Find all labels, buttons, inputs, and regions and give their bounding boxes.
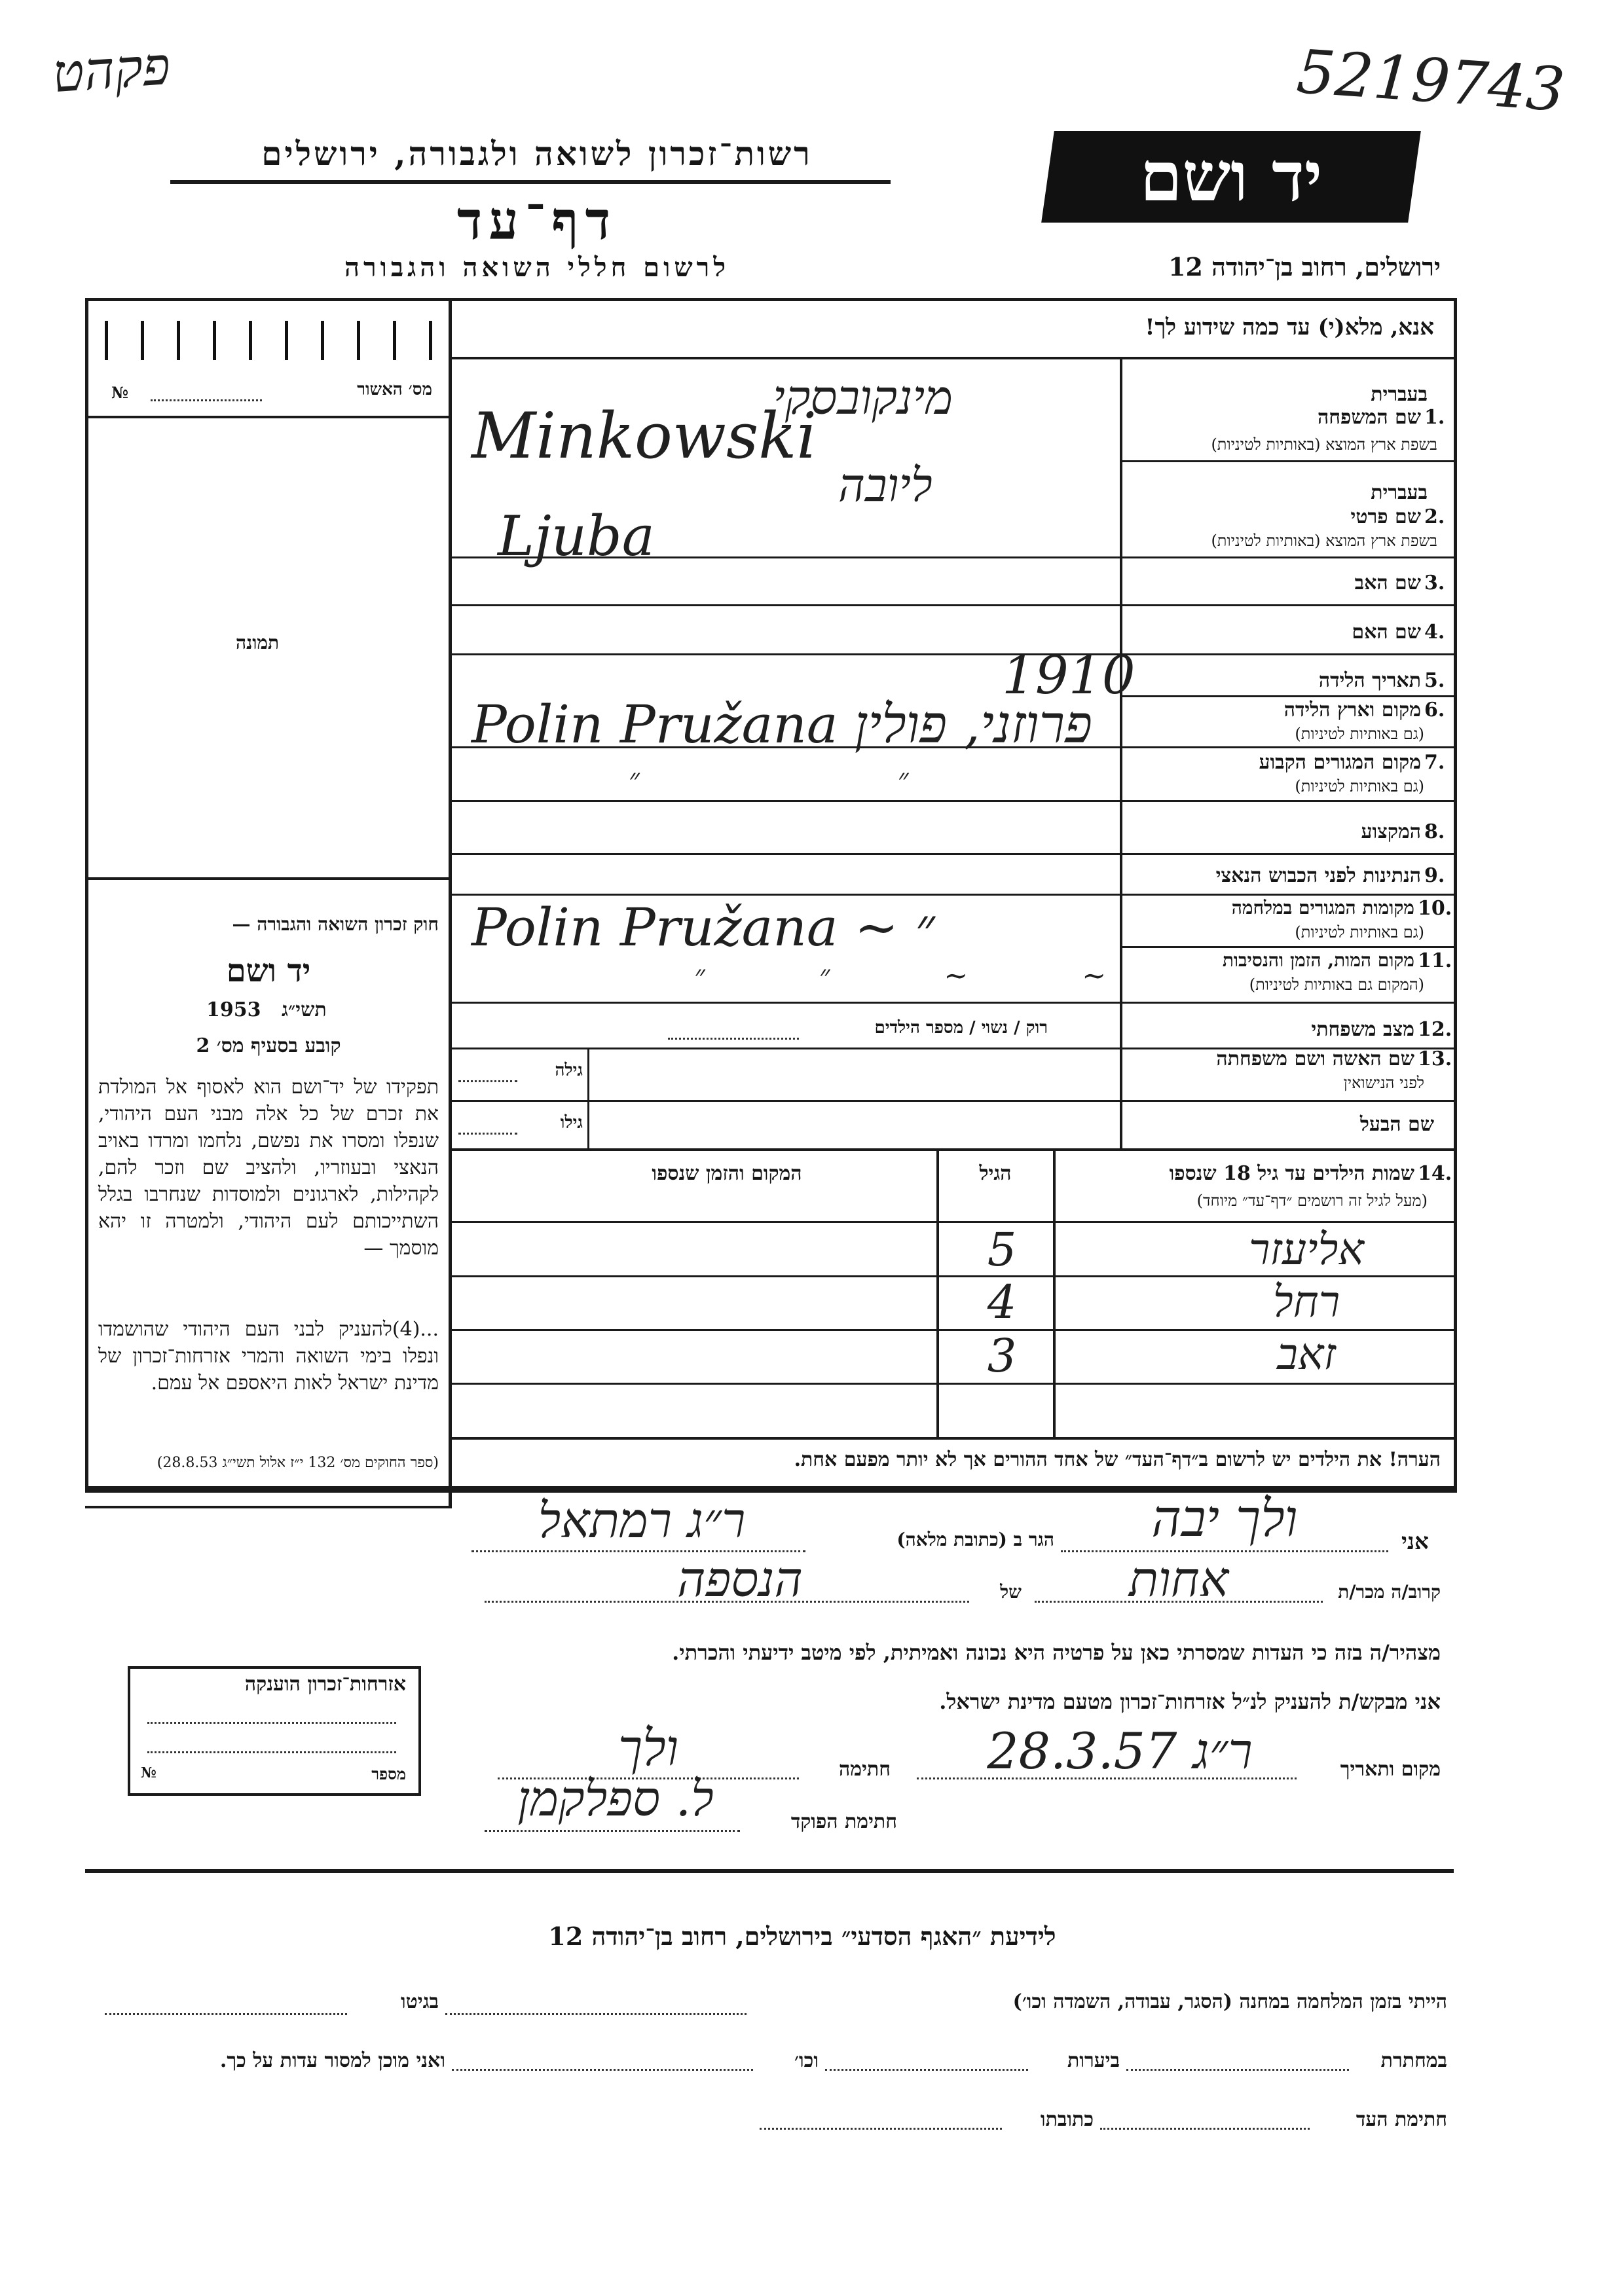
decl-i-label: אני bbox=[1401, 1529, 1429, 1555]
decl-statement: מצהיר/ה בזה כי העדות שמסרתי כאן על פרטיה היא נכונה ואמיתית, לפי מיטב ידיעתי והכרתי. bbox=[672, 1640, 1441, 1665]
field-3-num: 3. bbox=[1424, 572, 1445, 594]
field-1-label: שם המשפחה bbox=[1317, 406, 1421, 429]
photo-label: תמונה bbox=[236, 632, 280, 653]
decl-resides-label: הגר ב (כתובת מלאה) bbox=[896, 1529, 1054, 1550]
field-12-options: רוק / נשוי / מספר הילדים bbox=[874, 1018, 1048, 1038]
child-3-name: זאב bbox=[1277, 1329, 1336, 1379]
field-3-label: שם האב bbox=[1354, 572, 1421, 594]
bottom-line1a: הייתי בזמן המלחמה במחנה (הסגר, עבודה, השמדה וכו׳) bbox=[1012, 1990, 1447, 2013]
bottom-line3a: חתימת העד bbox=[1356, 2108, 1447, 2131]
field-5-label: תאריך הלידה bbox=[1318, 669, 1421, 692]
decl-of-label: של bbox=[1000, 1581, 1022, 1603]
field-husband-label: שם הבעל bbox=[1359, 1113, 1434, 1136]
corner-handwriting: פקהט bbox=[50, 35, 172, 105]
approval-no: № bbox=[111, 383, 129, 402]
bottom-line2c: וכו׳ bbox=[794, 2049, 819, 2072]
children-sub: (מעל לגיל זה רושמים ״דף־עד״ מיוחד) bbox=[1196, 1192, 1428, 1210]
surname-hebrew-value: מינקובסקי bbox=[773, 370, 953, 425]
bottom-line2a: במחתרת bbox=[1380, 2049, 1447, 2072]
field-13-label: שם האשה ושם משפחתה bbox=[1216, 1048, 1414, 1070]
field-6-label: מקום וארץ הלידה bbox=[1283, 699, 1421, 721]
decl-officer-label: חתימת הפוקד bbox=[790, 1810, 897, 1833]
citizenship-title: אזרחות־זכרון הוענקה bbox=[244, 1673, 406, 1696]
note-text: הערה! את הילדים יש לרשום ב״דף־העד״ של אחד ההורים אך לא יותר מפעם אחת. bbox=[794, 1448, 1441, 1471]
decl-relative-label: קרוב/ה מכר/ת bbox=[1338, 1581, 1441, 1603]
law-clause: קובע בסעיף מס׳ 2 bbox=[196, 1034, 341, 1057]
logo-text: יד ושם bbox=[1139, 136, 1323, 217]
field-1-num: 1. bbox=[1424, 406, 1445, 429]
field-12-label: מצב משפחתי bbox=[1311, 1018, 1414, 1041]
field-7-num: 7. bbox=[1424, 751, 1445, 774]
field-4-label: שם האם bbox=[1352, 621, 1421, 644]
citizenship-no: № bbox=[141, 1764, 157, 1781]
decl-place-date-label: מקום ותאריך bbox=[1340, 1758, 1441, 1781]
document-number: 5219743 bbox=[1294, 36, 1567, 126]
bottom-line1b: בגיטו bbox=[400, 1990, 439, 2013]
child-2-age: 4 bbox=[987, 1275, 1017, 1329]
field-9-num: 9. bbox=[1424, 864, 1445, 887]
child-2-name: רחל bbox=[1272, 1277, 1340, 1327]
decl-officer-value: ל. ספלקמן bbox=[517, 1771, 714, 1827]
children-place-header: המקום והזמן שנספו bbox=[652, 1162, 802, 1185]
surname-latin-value: Minkowski bbox=[471, 399, 817, 473]
form-title: דף־עד bbox=[456, 190, 618, 251]
approval-label: מס׳ האשור bbox=[357, 380, 432, 399]
bottom-line2d: ואני מוכן למסור עדות על כך. bbox=[219, 2049, 445, 2072]
birthdate-value: 1910 bbox=[1002, 645, 1135, 706]
field-2-hebrew-tag: בעברית bbox=[1371, 481, 1428, 504]
decl-request: אני מבקש/ת להעניק לנ״ל אזרחות־זכרון מטעם מדינת ישראל. bbox=[939, 1689, 1441, 1714]
logo-address: ירושלים, רחוב בן־יהודה 12 bbox=[1168, 252, 1441, 282]
field-2-label: שם פרטי bbox=[1350, 505, 1421, 528]
decl-name-value: ולך יבה bbox=[1151, 1489, 1298, 1548]
field-7-label: מקום המגורים הקבוע bbox=[1259, 751, 1421, 774]
field-11-sub: (המקום גם באותיות לטיניות) bbox=[1249, 975, 1424, 994]
law-name: יד ושם bbox=[226, 953, 311, 989]
law-year-heb: תשי״ג bbox=[282, 998, 327, 1021]
field-7-sub: (גם באותיות לטיניות) bbox=[1295, 777, 1424, 795]
firstname-latin-value: Ljuba bbox=[498, 504, 655, 568]
firstname-hebrew-value: ליובה bbox=[838, 458, 932, 512]
field-10-sub: (גם באותיות לטיניות) bbox=[1295, 923, 1424, 941]
child-1-name: אליעזר bbox=[1249, 1224, 1364, 1275]
children-title: שמות הילדים עד גיל 18 שנספו bbox=[1169, 1162, 1414, 1185]
decl-relative-value: אחות bbox=[1128, 1552, 1229, 1608]
law-text-2: ...(4)להעניק לבני העם היהודי שהושמדו ונפלו בימי השואה והמרי אזרחות־זכרון של מדינת ישראל לאות היאספם אל עמם. bbox=[98, 1318, 439, 1394]
law-source: (ספר החוקים מס׳ 132 י״ז אלול תשי״ג 28.8.53) bbox=[157, 1455, 439, 1471]
child-1-age: 5 bbox=[987, 1223, 1017, 1277]
field-8-num: 8. bbox=[1424, 820, 1445, 843]
field-12-num: 12. bbox=[1418, 1018, 1452, 1041]
field-husband-age-label: גילו bbox=[560, 1113, 583, 1133]
child-3-age: 3 bbox=[987, 1329, 1017, 1383]
field-8-label: המקצוע bbox=[1361, 820, 1421, 843]
field-13-sub: לפני הנישואין bbox=[1343, 1074, 1424, 1092]
field-13-num: 13. bbox=[1418, 1048, 1452, 1070]
field-1-sub: בשפת ארץ המוצא (באותיות לטיניות) bbox=[1211, 435, 1437, 454]
decl-signature-value: ולך bbox=[618, 1719, 679, 1777]
field-10-label: מקומות המגורים במלחמה bbox=[1231, 897, 1414, 919]
decl-address-value: ר״ג רמתאל bbox=[538, 1493, 746, 1549]
birthplace-value: Polin Pružana פרוזני, פולין bbox=[471, 694, 1092, 755]
decl-place-date-value: ר״ג 28.3.57 bbox=[987, 1722, 1253, 1780]
bottom-line2b: ביערות bbox=[1067, 2049, 1120, 2072]
instruction-text: אנא, מלא(י) עד כמה שידוע לך! bbox=[1145, 314, 1434, 340]
field-6-num: 6. bbox=[1424, 699, 1445, 721]
residence-value: ״ ״ bbox=[629, 763, 909, 796]
death-place-value: ״ ״ ~ ~ bbox=[694, 959, 1107, 993]
law-text: תפקידו של יד־ושם הוא לאסוף אל המולדת את זכרם של כל אלה מבני העם היהודי, שנפלו ומסרו את נפשם, נלחמו ומרדו באויב הנאצי ובעוזריו, ולהציב שם וזכר להם, לקהילות, לארגונים ולמוסדות שנחרבו בגלל השתייכותם לעם היהודי, ולמטרה זו יהא מוסמך — bbox=[98, 1076, 439, 1260]
field-2-sub: בשפת ארץ המוצא (באותיות לטיניות) bbox=[1211, 532, 1437, 550]
decl-signature-label: חתימה bbox=[839, 1758, 891, 1781]
field-1-hebrew-tag: בעברית bbox=[1371, 383, 1428, 406]
field-9-label: הנתינות לפני הכבוש הנאצי bbox=[1215, 864, 1421, 887]
field-2-num: 2. bbox=[1424, 505, 1445, 528]
form-subtitle: לרשום חללי השואה והגבורה bbox=[344, 252, 730, 283]
approval-barcode bbox=[105, 321, 432, 360]
field-10-num: 10. bbox=[1418, 897, 1452, 920]
children-age-header: הגיל bbox=[979, 1162, 1012, 1185]
field-4-num: 4. bbox=[1424, 621, 1445, 644]
yad-vashem-logo bbox=[1041, 131, 1421, 223]
bottom-line3b: כתובתו bbox=[1040, 2108, 1094, 2131]
wartime-residence-value: Polin Pružana ~ ״ bbox=[471, 897, 935, 958]
field-6-sub: (גם באותיות לטיניות) bbox=[1295, 725, 1424, 743]
children-num: 14. bbox=[1418, 1162, 1452, 1185]
decl-of-value: הנספה bbox=[677, 1552, 803, 1608]
law-year-num: 1953 bbox=[206, 998, 261, 1021]
citizenship-num-label: מספר bbox=[371, 1764, 406, 1783]
field-11-num: 11. bbox=[1418, 949, 1452, 972]
field-13-age-label: גילה bbox=[555, 1061, 583, 1080]
law-title: חוק זכרון השואה והגבורה — bbox=[232, 913, 439, 935]
authority-name: רשות־זכרון לשואה ולגבורה, ירושלים bbox=[261, 134, 813, 173]
field-5-num: 5. bbox=[1424, 669, 1445, 692]
field-11-label: מקום המות, הזמן והנסיבות bbox=[1222, 949, 1414, 971]
bottom-heading: לידיעת ״האגף הסדעי״ בירושלים, רחוב בן־יהודה 12 bbox=[548, 1922, 1056, 1951]
